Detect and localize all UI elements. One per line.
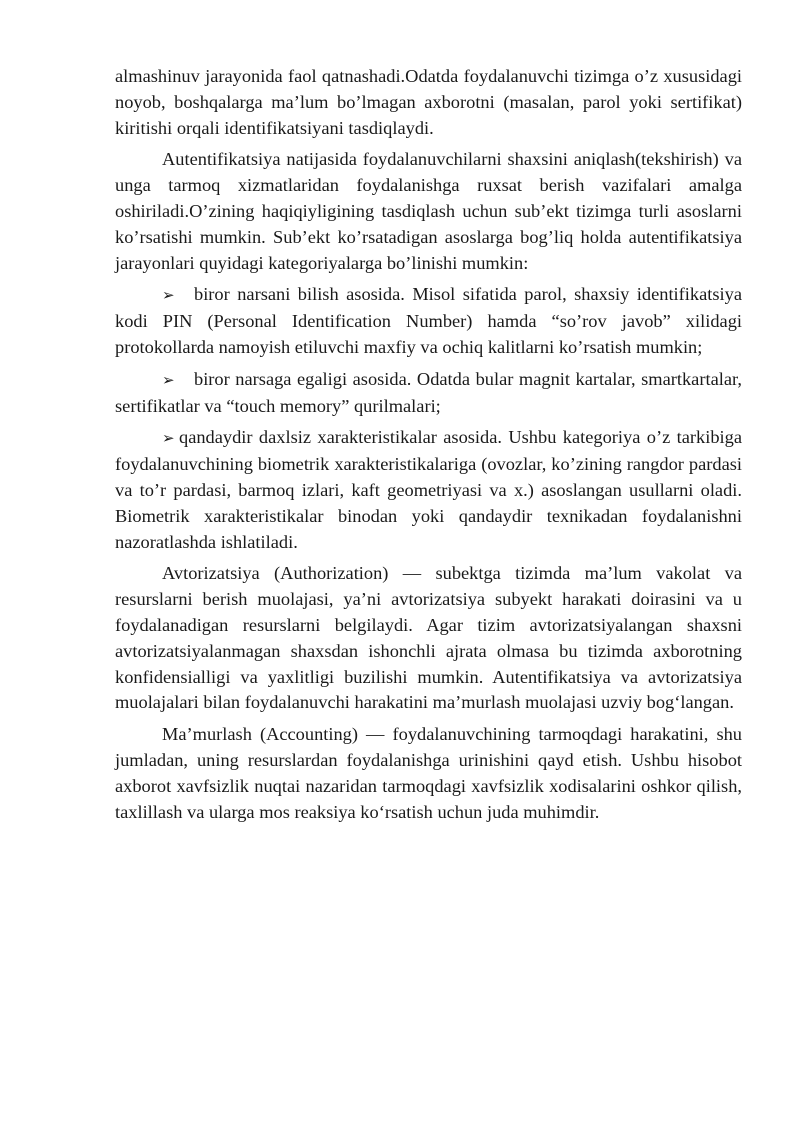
bullet-item-text: qandaydir daxlsiz xarakteristikalar asosida. Ushbu kategoriya o’z tarkibiga foydalanuvchining biometrik xarakteristikalariga (ovozlar, ko’zining rangdor pardasi va to’r pardasi, barmoq izlari, kaft geometriyasi va x.) asoslangan usullarni oladi. Biometrik xarakteristikalar binodan yoki qandaydir texnikadan foydalanishni nazoratlashda ishlatiladi. (115, 427, 742, 552)
arrow-bullet-icon: ➢ (162, 370, 175, 389)
paragraph-autentifikatsiya: Autentifikatsiya natijasida foydalanuvchilarni shaxsini aniqlash(tekshirish) va unga tarmoq xizmatlaridan foydalanishga ruxsat berish vazifalari amalga oshiriladi.O’zining haqiqiyligining tasdiqlash uchun sub’ekt tizimga turli asoslarni ko’rsatishi mumkin. Sub’ekt ko’rsatadigan asoslarga bog’liq holda autentifikatsiya jarayonlari quyidagi kategoriyalarga bo’linishi mumkin: (115, 149, 742, 273)
bullet-item-text: biror narsaga egaligi asosida. Odatda bular magnit kartalar, smartkartalar, sertifikatlar va “touch memory” qurilmalari; (115, 368, 742, 416)
arrow-bullet-icon: ➢ (162, 429, 175, 448)
paragraph-continuation: almashinuv jarayonida faol qatnashadi.Odatda foydalanuvchi tizimga o’z xususidagi noyob, boshqalarga ma’lum bo’lmagan axborotni (masalan, parol yoki sertifikat) kiritishi orqali identifikatsiyani tasdiqlaydi. (115, 66, 742, 138)
document-body (115, 64, 742, 831)
paragraph-mamurlash: Ma’murlash (Accounting) — foydalanuvchining tarmoqdagi harakatini, shu jumladan, uning resurslardan foydalanishga urinishini qayd etish. Ushbu hisobot axborot xavfsizlik nuqtai nazaridan tarmoqdagi xavfsizlik xodisalarini oshkor qilish, taxlillash va ularga mos reaksiya ko‘rsatish uchun juda muhimdir. (115, 724, 742, 822)
bullet-item-daxlsiz (115, 425, 742, 555)
bullet-item-text: biror narsani bilish asosida. Misol sifatida parol, shaxsiy identifikatsiya kodi PIN (Personal Identification Number) hamda “so’rov javob” xilidagi protokollarda namoyish etiluvchi maxfiy va ochiq kalitlarni ko’rsatish mumkin; (115, 284, 742, 357)
arrow-bullet-icon: ➢ (162, 286, 175, 305)
paragraph-avtorizatsiya: Avtorizatsiya (Authorization) — subektga tizimda ma’lum vakolat va resurslarni berish muolajasi, ya’ni avtorizatsiya subyekt harakati doirasini va u foydalanadigan resurslarni belgilaydi. Agar tizim avtorizatsiyalangan shaxsni avtorizatsiyalanmagan shaxsdan ishonchli ajrata olmasa bu tizimda axborotning konfidensialligi va yaxlitligi buzilishi mumkin. Autentifikatsiya va avtorizatsiya muolajalari bilan foydalanuvchi harakatini ma’murlash muolajasi uzviy bog‘langan. (115, 563, 742, 713)
bullet-item-bilish (115, 282, 742, 360)
bullet-item-egaligi (115, 367, 742, 420)
